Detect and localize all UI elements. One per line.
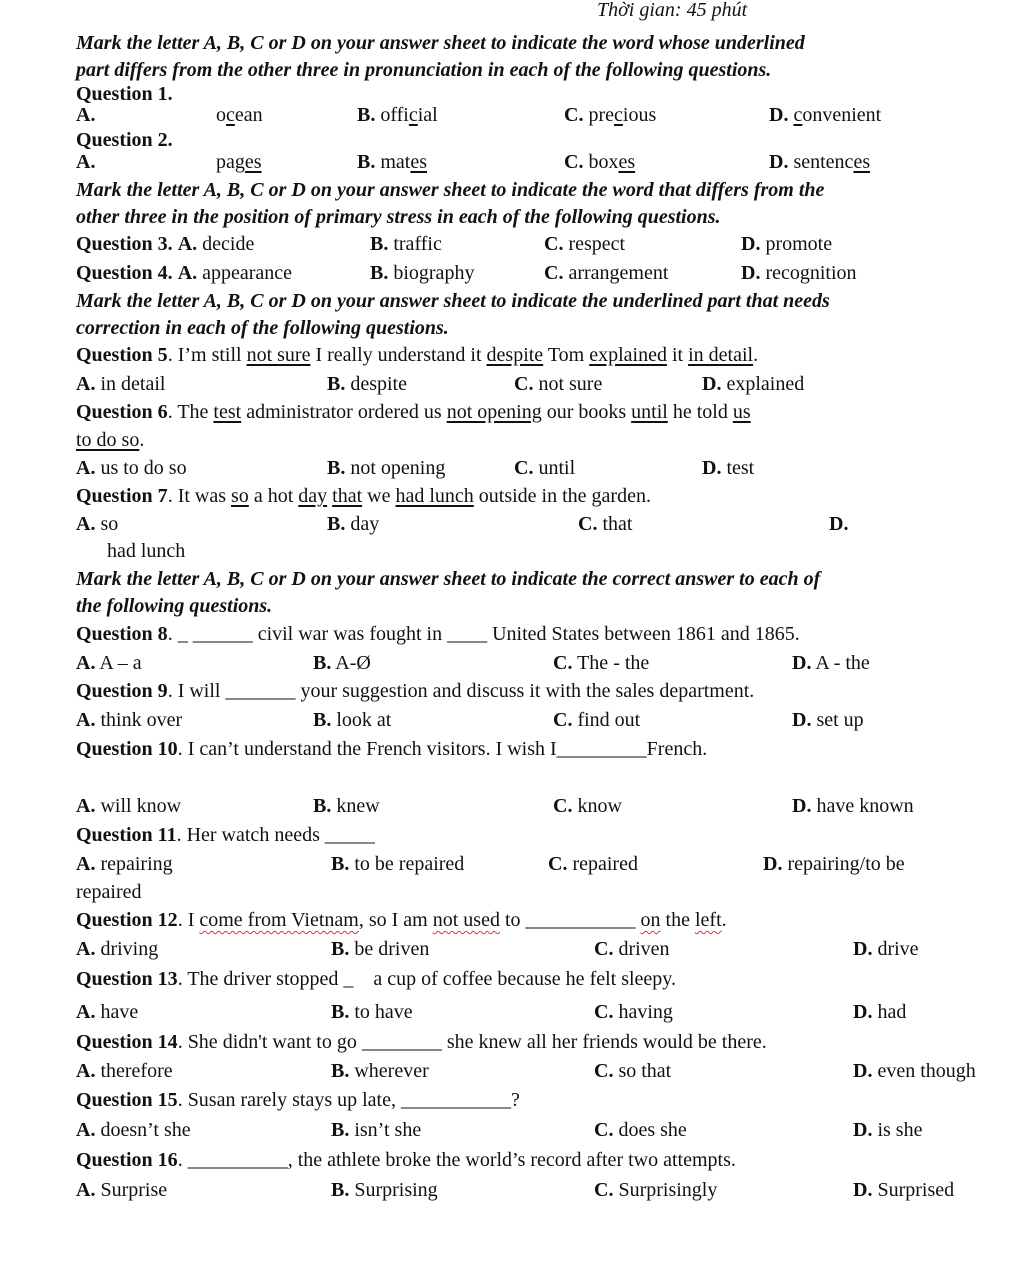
option-letter: A.	[76, 104, 96, 126]
question-15-stem: Question 15. Susan rarely stays up late, ___________?	[76, 1089, 520, 1111]
section1-instruction-line2: part differs from the other three in pronunciation in each of the following questions.	[76, 59, 772, 81]
question-5-option-a: A. in detail	[76, 373, 166, 395]
question-11-option-c: C. repaired	[548, 853, 638, 875]
question-9-option-b: B. look at	[313, 709, 392, 731]
question-9-option-d: D. set up	[792, 709, 864, 731]
question-5-option-d: D. explained	[702, 373, 805, 395]
question-8-option-a: A. A – a	[76, 652, 142, 674]
question-11-option-b: B. to be repaired	[331, 853, 465, 875]
question-16-option-b: B. Surprising	[331, 1179, 438, 1201]
question-4-option-d: D. recognition	[741, 262, 857, 284]
question-1-option-c: C. precious	[564, 104, 657, 126]
question-7-option-a: A. so	[76, 513, 119, 535]
question-15-option-a: A. doesn’t she	[76, 1119, 191, 1141]
question-6-option-c: C. until	[514, 457, 576, 479]
question-13-stem: Question 13. The driver stopped _ a cup of coffee because he felt sleepy.	[76, 968, 677, 990]
question-4-option-b: B. biography	[370, 262, 475, 284]
question-4-option-c: C. arrangement	[544, 262, 669, 284]
question-8-option-d: D. A - the	[792, 652, 870, 674]
question-11-option-a: A. repairing	[76, 853, 173, 875]
question-6-stem: Question 6. The test administrator ordered us not opening our books until he told us	[76, 401, 751, 423]
question-13-option-a: A. have	[76, 1001, 139, 1023]
question-12-option-b: B. be driven	[331, 938, 430, 960]
option-word: ocean	[216, 104, 263, 126]
question-16-option-c: C. Surprisingly	[594, 1179, 718, 1201]
question-3-option-b: B. traffic	[370, 233, 442, 255]
question-10-option-a: A. will know	[76, 795, 182, 817]
question-11-option-d-wrap: repaired	[76, 881, 142, 903]
question-8-option-c: C. The - the	[553, 652, 650, 674]
question-10-option-b: B. knew	[313, 795, 380, 817]
question-1-option-b: B. official	[357, 104, 438, 126]
question-1-option-a	[76, 104, 263, 126]
question-2-option-b: B. mates	[357, 151, 428, 173]
question-1-option-d: D. convenient	[769, 104, 882, 126]
question-7-option-c: C. that	[578, 513, 633, 535]
section3-instruction-line2: correction in each of the following questions.	[76, 317, 449, 339]
question-7-option-d: D.	[829, 513, 849, 535]
question-16-option-a: A. Surprise	[76, 1179, 168, 1201]
option-word: pages	[216, 151, 262, 173]
question-3-option-d: D. promote	[741, 233, 833, 255]
question-9-option-a: A. think over	[76, 709, 183, 731]
question-14-stem: Question 14. She didn't want to go ________ she knew all her friends would be there.	[76, 1031, 767, 1053]
question-4: Question 4. A. appearance	[76, 262, 293, 284]
question-15-option-b: B. isn’t she	[331, 1119, 422, 1141]
question-6-option-b: B. not opening	[327, 457, 446, 479]
question-13-option-d: D. had	[853, 1001, 907, 1023]
question-6-stem-line2: to do so.	[76, 429, 145, 451]
question-2-label: Question 2.	[76, 129, 173, 151]
question-3-option-c: C. respect	[544, 233, 626, 255]
question-8-option-b: B. A-Ø	[313, 652, 371, 674]
question-16-option-d: D. Surprised	[853, 1179, 955, 1201]
question-13-option-c: C. having	[594, 1001, 673, 1023]
question-2-option-a: A. pages	[76, 151, 262, 173]
question-3: Question 3. A. decide	[76, 233, 255, 255]
question-9-stem: Question 9. I will _______ your suggestion and discuss it with the sales department.	[76, 680, 755, 702]
question-8-stem: Question 8. _ ______ civil war was fought in ____ United States between 1861 and 1865.	[76, 623, 800, 645]
question-16-stem: Question 16. __________, the athlete broke the world’s record after two attempts.	[76, 1149, 736, 1171]
question-1-label: Question 1.	[76, 83, 173, 105]
section3-instruction-line1: Mark the letter A, B, C or D on your answer sheet to indicate the underlined part that needs	[76, 290, 830, 312]
question-15-option-d: D. is she	[853, 1119, 923, 1141]
section2-instruction-line2: other three in the position of primary stress in each of the following questions.	[76, 206, 721, 228]
question-7-option-d-text: had lunch	[107, 540, 186, 562]
question-9-option-c: C. find out	[553, 709, 641, 731]
question-11-stem: Question 11. Her watch needs _____	[76, 824, 375, 846]
question-14-option-a: A. therefore	[76, 1060, 173, 1082]
section4-instruction-line1: Mark the letter A, B, C or D on your answer sheet to indicate the correct answer to each of	[76, 568, 821, 590]
exam-time: Thời gian: 45 phút	[597, 0, 748, 21]
question-10-option-c: C. know	[553, 795, 622, 817]
question-12-option-c: C. driven	[594, 938, 670, 960]
question-5-option-b: B. despite	[327, 373, 407, 395]
question-5-option-c: C. not sure	[514, 373, 603, 395]
question-2-option-d: D. sentences	[769, 151, 871, 173]
question-6-option-d: D. test	[702, 457, 755, 479]
question-2-option-c: C. boxes	[564, 151, 636, 173]
question-12-option-a: A. driving	[76, 938, 159, 960]
section4-instruction-line2: the following questions.	[76, 595, 273, 617]
question-7-stem: Question 7. It was so a hot day that we had lunch outside in the garden.	[76, 485, 651, 507]
question-10-option-d: D. have known	[792, 795, 914, 817]
question-14-option-c: C. so that	[594, 1060, 672, 1082]
question-10-stem: Question 10. I can’t understand the French visitors. I wish I_________French.	[76, 738, 708, 760]
question-13-option-b: B. to have	[331, 1001, 413, 1023]
question-15-option-c: C. does she	[594, 1119, 687, 1141]
question-12-stem: Question 12. I come from Vietnam, so I am not used to ___________ on the left.	[76, 909, 727, 931]
question-11-option-d: D. repairing/to be	[763, 853, 905, 875]
section2-instruction-line1: Mark the letter A, B, C or D on your answer sheet to indicate the word that differs from the	[76, 179, 825, 201]
question-7-option-b: B. day	[327, 513, 380, 535]
question-14-option-d: D. even though	[853, 1060, 976, 1082]
question-5-stem: Question 5. I’m still not sure I really understand it despite Tom explained it in detail.	[76, 344, 759, 366]
question-12-option-d: D. drive	[853, 938, 919, 960]
question-14-option-b: B. wherever	[331, 1060, 429, 1082]
question-6-option-a: A. us to do so	[76, 457, 187, 479]
section1-instruction-line1: Mark the letter A, B, C or D on your answer sheet to indicate the word whose underlined	[76, 32, 805, 54]
